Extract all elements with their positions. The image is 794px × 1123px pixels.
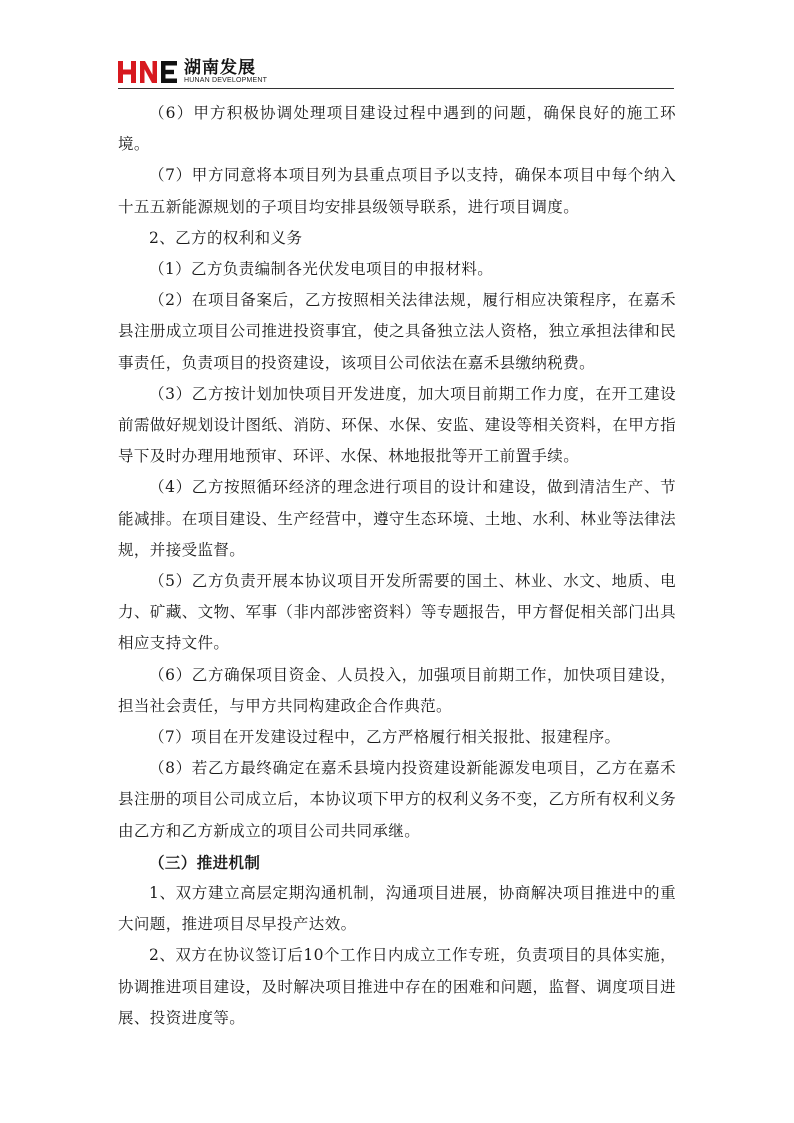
hne-logo-icon: [118, 60, 178, 84]
paragraph: （1）乙方负责编制各光伏发电项目的申报材料。: [149, 260, 494, 279]
paragraph: （2）在项目备案后，乙方按照相关法律法规，履行相应决策程序，在嘉禾县注册成立项目公司推进投资事宜，使之具备独立法人资格，独立承担法律和民事责任，负责项目的投资建设，该项目公司依法在嘉禾县缴纳税费。: [118, 291, 676, 372]
paragraph: （7）项目在开发建设过程中，乙方严格履行相关报批、报建程序。: [149, 728, 621, 747]
document-body: [118, 98, 676, 1034]
paragraph: （3）乙方按计划加快项目开发进度，加大项目前期工作力度，在开工建设前需做好规划设计图纸、消防、环保、水保、安监、建设等相关资料，在甲方指导下及时办理用地预审、环评、水保、林地报批等开工前置手续。: [118, 384, 676, 466]
paragraph: 1、双方建立高层定期沟通机制，沟通项目进展，协商解决项目推进中的重大问题，推进项目尽早投产达效。: [118, 884, 676, 934]
paragraph: （8）若乙方最终确定在嘉禾县境内投资建设新能源发电项目，乙方在嘉禾县注册的项目公司成立后，本协议项下甲方的权利义务不变，乙方所有权利义务由乙方和乙方新成立的项目公司共同承继。: [118, 759, 676, 840]
section-heading: （三）推进机制: [149, 852, 261, 872]
paragraph: （7）甲方同意将本项目列为县重点项目予以支持，确保本项目中每个纳入十五五新能源规划的子项目均安排县级领导联系，进行项目调度。: [118, 166, 676, 216]
paragraph: （5）乙方负责开展本协议项目开发所需要的国土、林业、水文、地质、电力、矿藏、文物、军事（非内部涉密资料）等专题报告，甲方督促相关部门出具相应支持文件。: [118, 572, 676, 653]
header-divider: [118, 88, 674, 89]
logo-text: [184, 59, 267, 85]
document-header: [118, 57, 267, 87]
paragraph: （6）甲方积极协调处理项目建设过程中遇到的问题，确保良好的施工环境。: [118, 104, 676, 154]
logo-english-name: HUNAN DEVELOPMENT: [184, 77, 268, 84]
section-subheading: 2、乙方的权利和义务: [149, 228, 303, 247]
paragraph: 2、双方在协议签订后10个工作日内成立工作专班，负责项目的具体实施，协调推进项目建设，及时解决项目推进中存在的困难和问题，监督、调度项目进展、投资进度等。: [118, 946, 676, 1027]
paragraph: （6）乙方确保项目资金、人员投入，加强项目前期工作，加快项目建设，担当社会责任，与甲方共同构建政企合作典范。: [118, 665, 676, 715]
logo-chinese-name: 湖南发展: [184, 58, 256, 78]
paragraph: （4）乙方按照循环经济的理念进行项目的设计和建设，做到清洁生产、节能减排。在项目建设、生产经营中，遵守生态环境、土地、水利、林业等法律法规，并接受监督。: [118, 478, 676, 559]
